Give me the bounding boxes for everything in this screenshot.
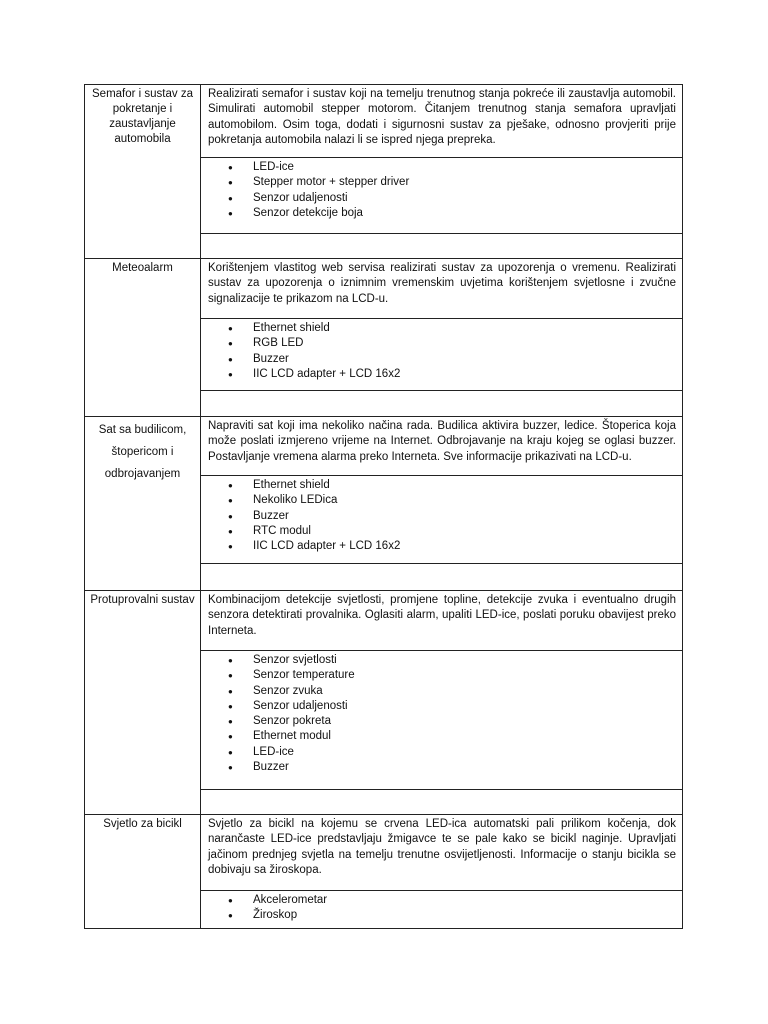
list-item: ● RTC modul <box>201 524 682 539</box>
list-item: ● LED-ice <box>201 160 682 175</box>
component-list <box>201 890 682 928</box>
list-item: ● Senzor udaljenosti <box>201 699 682 714</box>
list-item: ● Senzor temperature <box>201 668 682 683</box>
empty-row <box>201 390 682 416</box>
project-name: Svjetlo za bicikl <box>85 815 201 928</box>
component-list <box>201 157 682 221</box>
project-name: Protuprovalni sustav <box>85 591 201 814</box>
list-item: ● Buzzer <box>201 760 682 775</box>
project-description: Kombinacijom detekcije svjetlosti, promjene topline, detekcije zvuka i eventualno drugih senzora detektirati provalnika. Oglasiti alarm, upaliti LED-ice, poslati poruku obavijest preko Interneta. <box>208 594 676 637</box>
project-name: Semafor i sustav za pokretanje i zaustavljanje automobila <box>85 85 201 258</box>
project-row <box>84 416 683 591</box>
project-table <box>84 84 685 929</box>
project-row <box>84 84 683 259</box>
project-name: Meteoalarm <box>85 259 201 416</box>
empty-row <box>201 563 682 590</box>
list-item: ● Senzor svjetlosti <box>201 653 682 668</box>
component-list <box>201 475 682 554</box>
list-item: ● IIC LCD adapter + LCD 16x2 <box>201 367 682 382</box>
list-item: ● Ethernet modul <box>201 729 682 744</box>
project-description: Napraviti sat koji ima nekoliko načina rada. Budilica aktivira buzzer, ledice. Štoperica koja može poslati izmjereno vrijeme na Internet. Odbrojavanje na kraju kojeg se oglasi buzzer. Postavljanje vremena alarma preko Interneta. Sve informacije prikazivati na LCD-u. <box>208 420 676 463</box>
list-item: ● Nekoliko LEDica <box>201 493 682 508</box>
list-item: ● RGB LED <box>201 336 682 351</box>
list-item: ● Stepper motor + stepper driver <box>201 175 682 190</box>
component-list <box>201 318 682 382</box>
component-list <box>201 650 682 775</box>
list-item: ● Akcelerometar <box>201 893 682 908</box>
list-item: ● Senzor udaljenosti <box>201 191 682 206</box>
list-item: ● Buzzer <box>201 352 682 367</box>
list-item: ● Senzor zvuka <box>201 684 682 699</box>
project-row <box>84 814 683 929</box>
project-description: Korištenjem vlastitog web servisa realizirati sustav za upozorenja o vremenu. Realizirati sustav za upozorenja o iznimnim vremenskim uvjetima korištenjem svjetlosne i zvučne signalizacije te prikazom na LCD-u. <box>208 262 676 305</box>
list-item: ● Senzor detekcije boja <box>201 206 682 221</box>
project-row <box>84 590 683 815</box>
list-item: ● Senzor pokreta <box>201 714 682 729</box>
list-item: ● Ethernet shield <box>201 478 682 493</box>
project-description: Svjetlo za bicikl na kojemu se crvena LED-ica automatski pali prilikom kočenja, dok narančaste LED-ice predstavljaju žmigavce te se pale kako se bicikl naginje. Upravljati jačinom prednjeg svjetla na temelju trenutne osvijetljenosti. Informacije o stanju bicikla se dobivaju sa žiroskopa. <box>208 818 676 876</box>
list-item: ● Ethernet shield <box>201 321 682 336</box>
list-item: ● Žiroskop <box>201 908 682 923</box>
project-description: Realizirati semafor i sustav koji na temelju trenutnog stanja pokreće ili zaustavlja automobil. Simulirati automobil stepper motorom. Čitanjem trenutnog stanja semafora upravljati automobilom. Osim toga, dodati i sigurnosni sustav za pješake, odnosno provjeriti prije pokretanja automobila nalazi li se ispred njega prepreka. <box>208 88 676 146</box>
list-item: ● Buzzer <box>201 509 682 524</box>
list-item: ● IIC LCD adapter + LCD 16x2 <box>201 539 682 554</box>
project-row <box>84 258 683 417</box>
project-name: Sat sa budilicom, štopericom i odbrojavanjem <box>85 417 201 590</box>
empty-row <box>201 233 682 258</box>
list-item: ● LED-ice <box>201 745 682 760</box>
empty-row <box>201 789 682 814</box>
